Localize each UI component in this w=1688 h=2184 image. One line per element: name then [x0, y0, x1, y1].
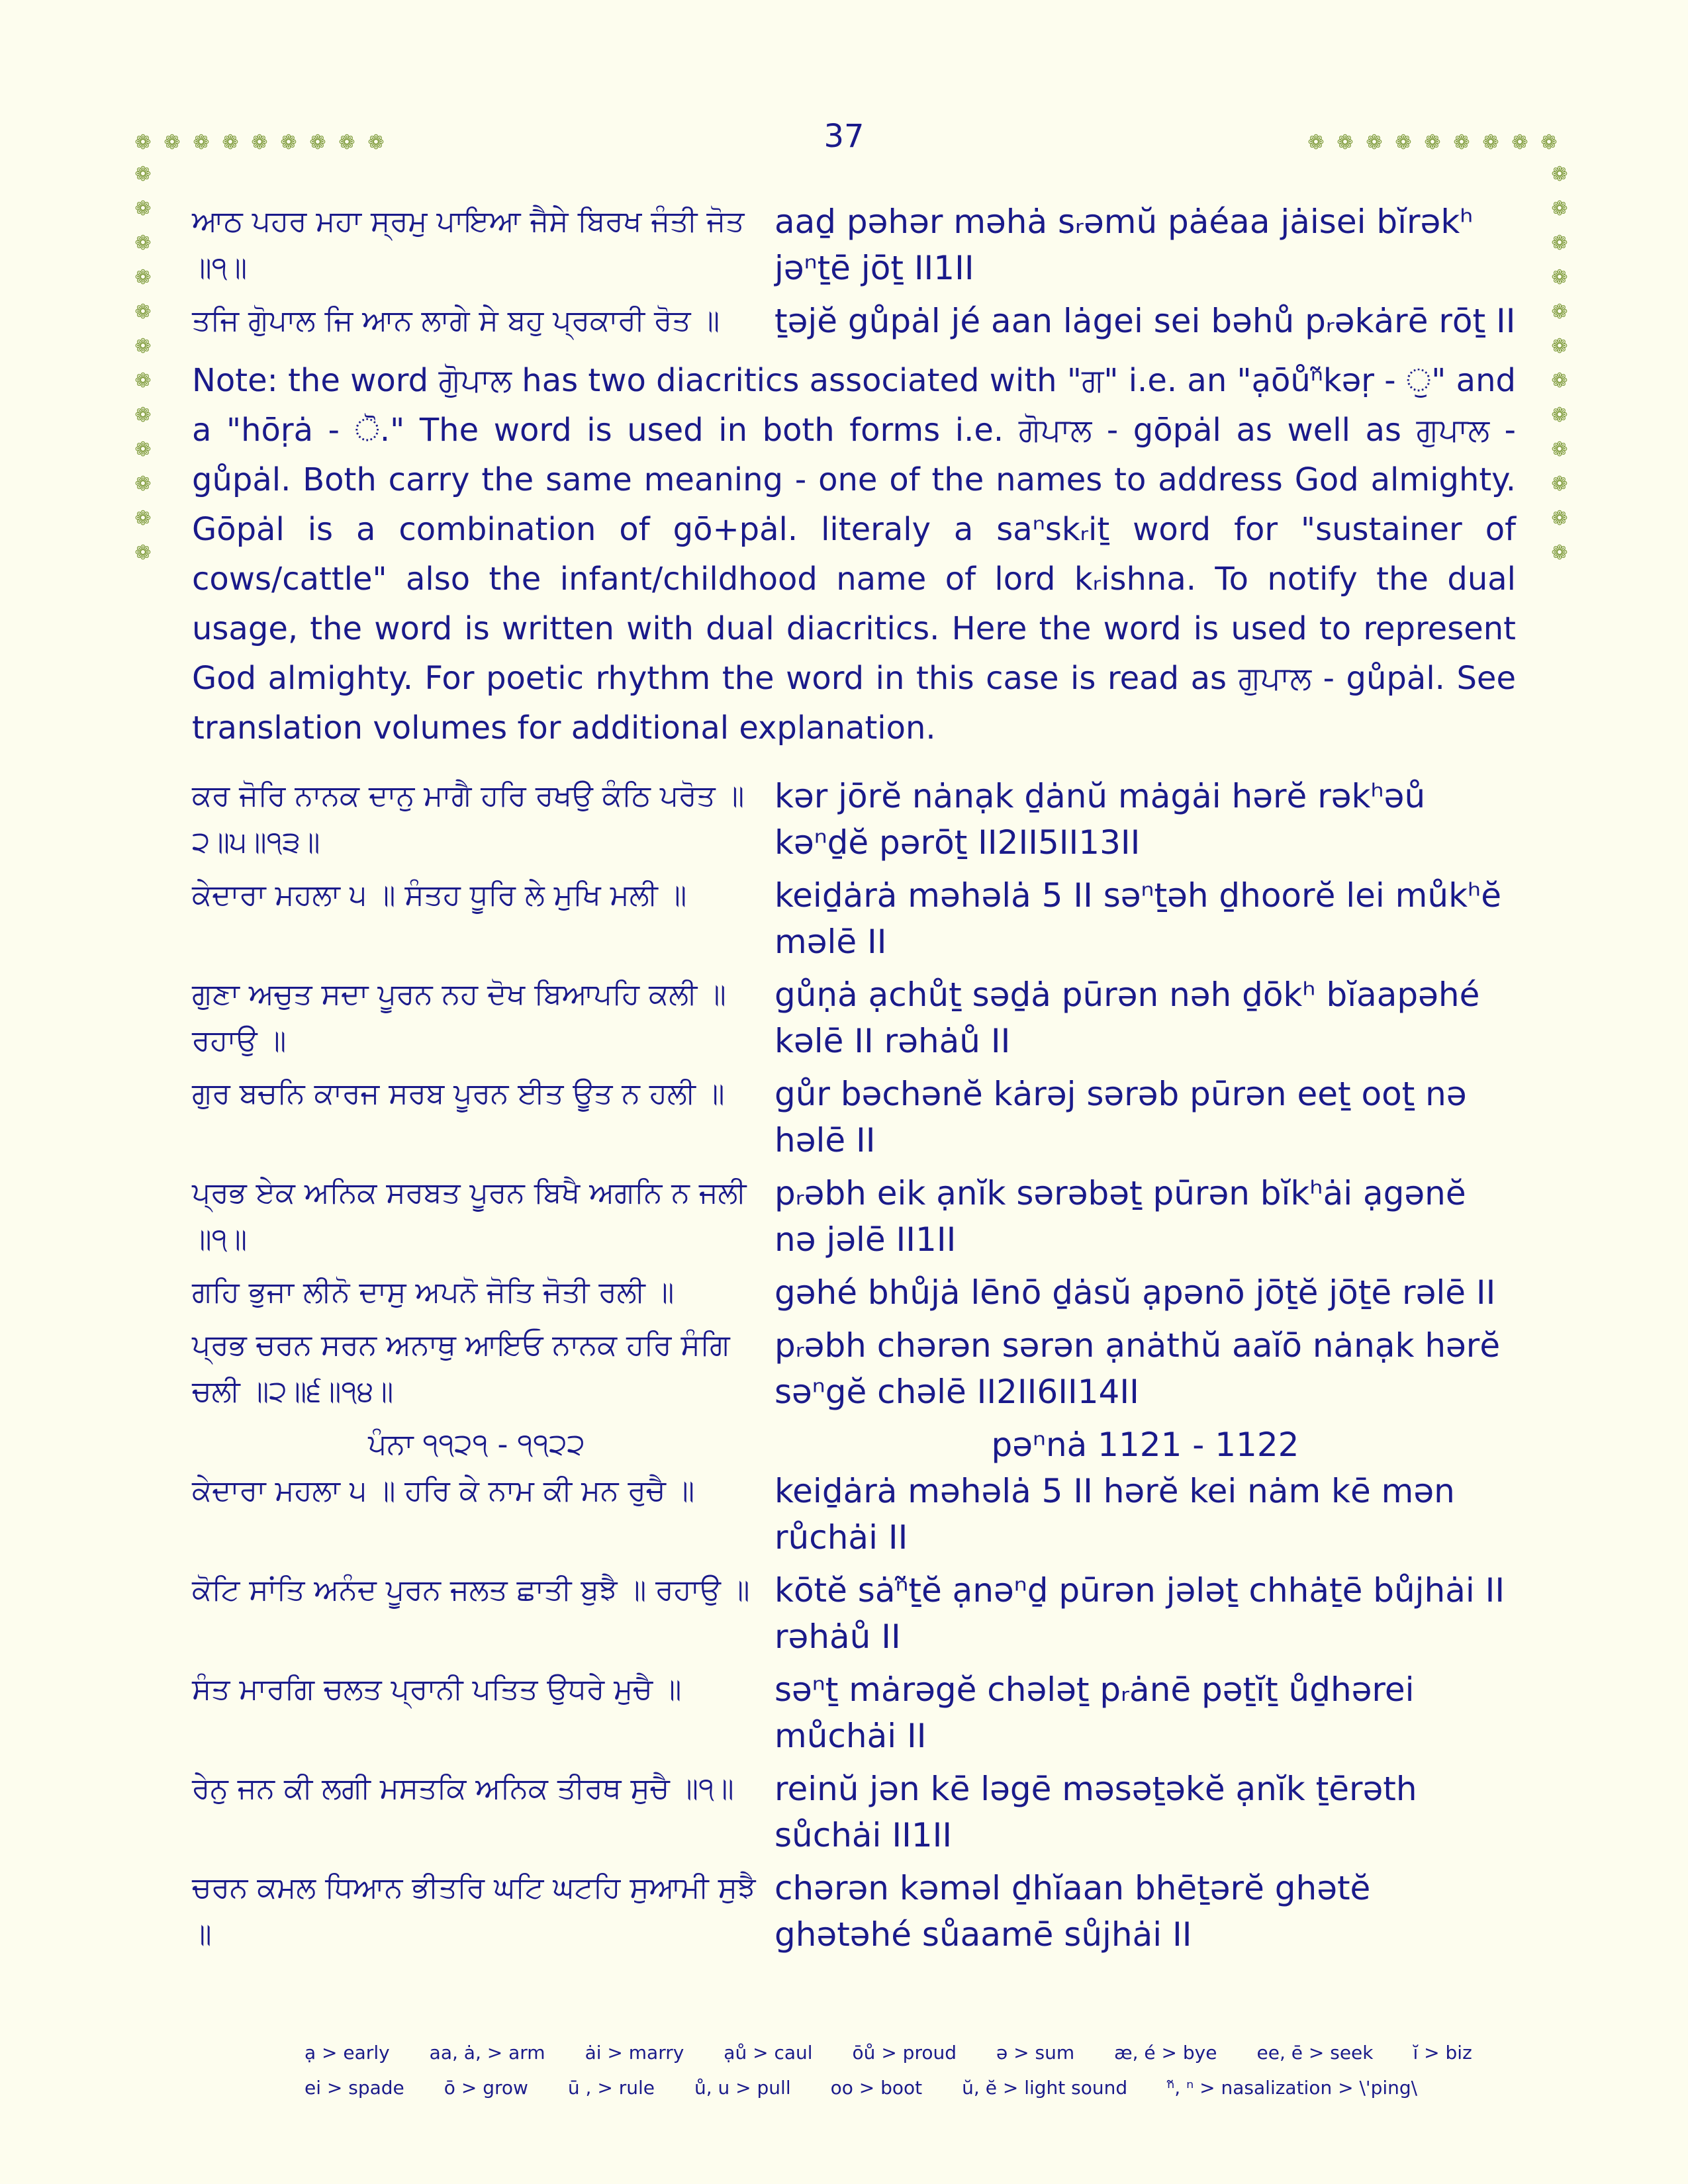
flower-ornament-icon: ❁: [134, 232, 152, 255]
flower-ornament-icon: ❁: [134, 335, 152, 358]
legend-item: ů, u > pull: [694, 2077, 791, 2099]
verse-transliteration: keiḏȧrȧ məhəlȧ 5 II səⁿṯəh ḏhoorĕ lei můkʰĕ məlē II: [774, 876, 1501, 961]
flower-ornament-icon: ❁: [1482, 131, 1499, 154]
flower-ornament-icon: ❁: [1511, 131, 1528, 154]
flower-ornament-icon: ❁: [134, 404, 152, 427]
flower-ornament-icon: ❁: [134, 438, 152, 461]
verse-transliteration: gůr bəchənĕ kȧrəj sərəb pūrən eeṯ ooṯ nə həlē II: [774, 1075, 1467, 1160]
flower-ornament-icon: ❁: [134, 369, 152, 392]
legend-item: ee, ē > seek: [1256, 2042, 1374, 2064]
verses-mid: [192, 773, 1516, 1422]
flower-ornament-icon: ❁: [134, 197, 152, 220]
flower-ornament-icon: ❁: [1366, 131, 1383, 154]
verse-row: [192, 1468, 1516, 1561]
verse-row: [192, 1766, 1516, 1858]
flower-ornament-icon: ❁: [134, 300, 152, 324]
legend-item: ȧi > marry: [585, 2042, 684, 2064]
border-left: [132, 164, 154, 564]
verse-gurmukhi: ਸੰਤ ਮਾਰਗਿ ਚਲਤ ਪ੍ਰਾਨੀ ਪਤਿਤ ਉਧਰੇ ਮੁਚੈ ॥: [192, 1672, 682, 1706]
page-reference-gurmukhi: ਪੰਨਾ ੧੧੨੧ - ੧੧੨੨: [368, 1428, 585, 1461]
legend-item: ạů > caul: [724, 2042, 813, 2064]
verse-row: [192, 1567, 1516, 1660]
verse-row: [192, 1666, 1516, 1759]
legend-item: ei > spade: [305, 2077, 404, 2099]
verse-row: [192, 972, 1516, 1064]
verse-row: [192, 1865, 1516, 1958]
flower-ornament-icon: ❁: [1551, 404, 1568, 427]
flower-ornament-icon: ❁: [1551, 300, 1568, 324]
verse-transliteration: ṯəjĕ gůpȧl jé aan lȧgei sei bəhů pᵣəkȧrē rōṯ II: [774, 302, 1516, 340]
legend-item: ŭ, ĕ > light sound: [962, 2077, 1128, 2099]
verse-transliteration: keiḏȧrȧ məhəlȧ 5 II hərĕ kei nȧm kē mən růchȧi II: [774, 1472, 1455, 1557]
verse-row: [192, 1322, 1516, 1415]
flower-ornament-icon: ❁: [134, 473, 152, 496]
verse-gurmukhi: ਕੇਦਾਰਾ ਮਹਲਾ ੫ ॥ ਹਰਿ ਕੇ ਨਾਮ ਕੀ ਮਨ ਰੁਚੈ ॥: [192, 1474, 695, 1508]
verse-gurmukhi: ਕੋਟਿ ਸਾਂਤਿ ਅਨੰਦ ਪੂਰਨ ਜਲਤ ਛਾਤੀ ਬੁਝੈ ॥ ਰਹਾਉ ॥: [192, 1573, 750, 1607]
flower-ornament-icon: ❁: [1551, 473, 1568, 496]
verse-gurmukhi: ਗਹਿ ਭੁਜਾ ਲੀਨੋ ਦਾਸੁ ਅਪਨੋ ਜੋਤਿ ਜੋਤੀ ਰਲੀ ॥: [192, 1275, 675, 1309]
flower-ornament-icon: ❁: [338, 131, 355, 154]
flower-ornament-icon: ❁: [134, 541, 152, 565]
verse-transliteration: reinŭ jən kē ləgē məsəṯəkĕ ạnĭk ṯērəth sůchȧi II1II: [774, 1770, 1417, 1854]
flower-ornament-icon: ❁: [134, 131, 152, 154]
legend-row: [305, 2077, 1496, 2099]
verse-gurmukhi: ਗੁਰ ਬਚਨਿ ਕਾਰਜ ਸਰਬ ਪੂਰਨ ਈਤ ਊਤ ਨ ਹਲੀ ॥: [192, 1077, 725, 1111]
verse-transliteration: kōtĕ sȧⁿ̃ṯĕ ạnəⁿḏ pūrən jələṯ chhȧṯē bůjhȧi II rəhȧů II: [774, 1571, 1505, 1656]
flower-ornament-icon: ❁: [1551, 438, 1568, 461]
verse-gurmukhi: ਰੇਨੁ ਜਨ ਕੀ ਲਗੀ ਮਸਤਕਿ ਅਨਿਕ ਤੀਰਥ ਸੁਚੈ ॥੧॥: [192, 1772, 734, 1805]
verse-transliteration: pᵣəbh chərən sərən ạnȧthŭ aaĭō nȧnạk hərĕ səⁿgĕ chəlē II2II6II14II: [774, 1326, 1501, 1411]
legend-item: ĭ > biz: [1413, 2042, 1472, 2064]
verse-row: [192, 773, 1516, 866]
verse-gurmukhi: ਚਰਨ ਕਮਲ ਧਿਆਨ ਭੀਤਰਿ ਘਟਿ ਘਟਹਿ ਸੁਆਮੀ ਸੁਝੈ ॥: [192, 1871, 756, 1951]
page-reference: [192, 1422, 1516, 1468]
legend-item: æ, é > bye: [1114, 2042, 1217, 2064]
verse-transliteration: pᵣəbh eik ạnĭk sərəbəṯ pūrən bĭkʰȧi ạgənĕ nə jəlē II1II: [774, 1174, 1466, 1259]
verse-gurmukhi: ਗੁਣਾ ਅਚੁਤ ਸਦਾ ਪੂਰਨ ਨਹ ਦੋਖ ਬਿਆਪਹਿ ਕਲੀ ॥ ਰਹਾਉ ॥: [192, 978, 726, 1058]
flower-ornament-icon: ❁: [222, 131, 239, 154]
flower-ornament-icon: ❁: [309, 131, 326, 154]
flower-ornament-icon: ❁: [251, 131, 268, 154]
border-right: [1549, 164, 1570, 564]
legend-item: ⁿ̃, ⁿ > nasalization > \'ping\: [1167, 2077, 1418, 2099]
flower-ornament-icon: ❁: [1551, 507, 1568, 530]
verse-gurmukhi: ਕੇਦਾਰਾ ਮਹਲਾ ੫ ॥ ਸੰਤਹ ਧੂਰਿ ਲੇ ਮੁਖਿ ਮਲੀ ॥: [192, 878, 687, 912]
flower-ornament-icon: ❁: [1551, 232, 1568, 255]
verses-bottom: [192, 1468, 1516, 1964]
legend-item: ōů > proud: [852, 2042, 957, 2064]
page-number: 37: [823, 118, 865, 155]
verses-top: [192, 199, 1516, 351]
verse-transliteration: chərən kəməl ḏhĭaan bhēṯərĕ ghətĕ ghətəhé sůaamē sůjhȧi II: [774, 1869, 1371, 1954]
flower-ornament-icon: ❁: [1424, 131, 1441, 154]
verse-row: [192, 872, 1516, 965]
flower-ornament-icon: ❁: [134, 163, 152, 186]
flower-ornament-icon: ❁: [1395, 131, 1412, 154]
verse-transliteration: gəhé bhůjȧ lēnō ḏȧsŭ ạpənō jōṯĕ jōṯē rəlē II: [774, 1273, 1496, 1312]
flower-ornament-icon: ❁: [280, 131, 297, 154]
border-top-left: [132, 132, 387, 154]
page-content: [192, 199, 1516, 1964]
verse-transliteration: gůṇȧ ạchůṯ səḏȧ pūrən nəh ḏōkʰ bĭaapəhé kəlē II rəhȧů II: [774, 976, 1480, 1060]
verse-transliteration: kər jōrĕ nȧnạk ḏȧnŭ mȧgȧi hərĕ rəkʰəů kəⁿḏĕ pərōṯ II2II5II13II: [774, 777, 1426, 862]
pronunciation-legend: [305, 2042, 1496, 2112]
verse-row: [192, 1170, 1516, 1263]
legend-item: oo > boot: [830, 2077, 923, 2099]
legend-item: ū , > rule: [567, 2077, 655, 2099]
flower-ornament-icon: ❁: [1307, 131, 1325, 154]
verse-gurmukhi: ਆਠ ਪਹਰ ਮਹਾ ਸ੍ਰਮੁ ਪਾਇਆ ਜੈਸੇ ਬਿਰਖ ਜੰਤੀ ਜੋਤ ॥੧॥: [192, 205, 745, 285]
verse-gurmukhi: ਕਰ ਜੋਰਿ ਨਾਨਕ ਦਾਨੁ ਮਾਗੈ ਹਰਿ ਰਖਉ ਕੰਠਿ ਪਰੋਤ ॥੨॥੫॥੧੩॥: [192, 779, 745, 859]
flower-ornament-icon: ❁: [1540, 131, 1558, 154]
legend-row: [305, 2042, 1496, 2064]
legend-item: ə > sum: [996, 2042, 1075, 2064]
flower-ornament-icon: ❁: [1551, 541, 1568, 565]
legend-item: ō > grow: [444, 2077, 528, 2099]
flower-ornament-icon: ❁: [1551, 369, 1568, 392]
legend-item: aa, ȧ, > arm: [429, 2042, 545, 2064]
flower-ornament-icon: ❁: [1453, 131, 1470, 154]
flower-ornament-icon: ❁: [134, 266, 152, 289]
verse-gurmukhi: ਪ੍ਰਭ ਚਰਨ ਸਰਨ ਅਨਾਥੁ ਆਇਓ ਨਾਨਕ ਹਰਿ ਸੰਗਿ ਚਲੀ ॥੨॥੬॥੧੪॥: [192, 1328, 730, 1408]
legend-item: ạ > early: [305, 2042, 390, 2064]
flower-ornament-icon: ❁: [164, 131, 181, 154]
page-reference-translit: pəⁿnȧ 1121 - 1122: [991, 1426, 1299, 1464]
flower-ornament-icon: ❁: [1551, 266, 1568, 289]
flower-ornament-icon: ❁: [193, 131, 210, 154]
verse-row: [192, 199, 1516, 291]
note-paragraph: Note: the word ਗੁੋਪਾਲ has two diacritics associated with "ਗ" i.e. an "ạōůⁿ̃kəṛ - ੁ" and a "hōṛȧ - ੋ." The word is used in both forms i.e. ਗੋਪਾਲ - gōpȧl as well as ਗੁਪਾਲ - gůpȧl. Both carry the same meaning - one of the names to address God almighty. Gōpȧl is a combination of gō+pȧl. literaly a saⁿskᵣiṯ word for "sustainer of cows/cattle" also the infant/childhood name of lord kᵣishna. To notify the dual usage, the word is written with dual diacritics. Here the word is used to represent God almighty. For poetic rhythm the word in this case is read as ਗੁਪਾਲ - gůpȧl. See translation volumes for additional explanation.: [192, 362, 1516, 747]
verse-gurmukhi: ਪ੍ਰਭ ਏਕ ਅਨਿਕ ਸਰਬਤ ਪੂਰਨ ਬਿਖੈ ਅਗਨਿ ਨ ਜਲੀ ॥੧॥: [192, 1176, 747, 1256]
verse-transliteration: səⁿṯ mȧrəgĕ chələṯ pᵣȧnē pəṯĭṯ ůḏhərei můchȧi II: [774, 1670, 1415, 1755]
flower-ornament-icon: ❁: [1336, 131, 1354, 154]
flower-ornament-icon: ❁: [1551, 163, 1568, 186]
flower-ornament-icon: ❁: [1551, 335, 1568, 358]
flower-ornament-icon: ❁: [367, 131, 385, 154]
flower-ornament-icon: ❁: [134, 507, 152, 530]
verse-transliteration: aaḏ pəhər məhȧ sᵣəmŭ pȧéaa jȧisei bĭrəkʰ jəⁿṯē jōṯ II1II: [774, 203, 1474, 287]
verse-gurmukhi: ਤਜਿ ਗੁੋਪਾਲ ਜਿ ਆਨ ਲਾਗੇ ਸੇ ਬਹੁ ਪ੍ਰਕਾਰੀ ਰੋਤ ॥: [192, 304, 720, 338]
verse-row: [192, 298, 1516, 344]
verse-row: [192, 1269, 1516, 1316]
border-top-right: [1305, 132, 1560, 154]
verse-row: [192, 1071, 1516, 1163]
flower-ornament-icon: ❁: [1551, 197, 1568, 220]
